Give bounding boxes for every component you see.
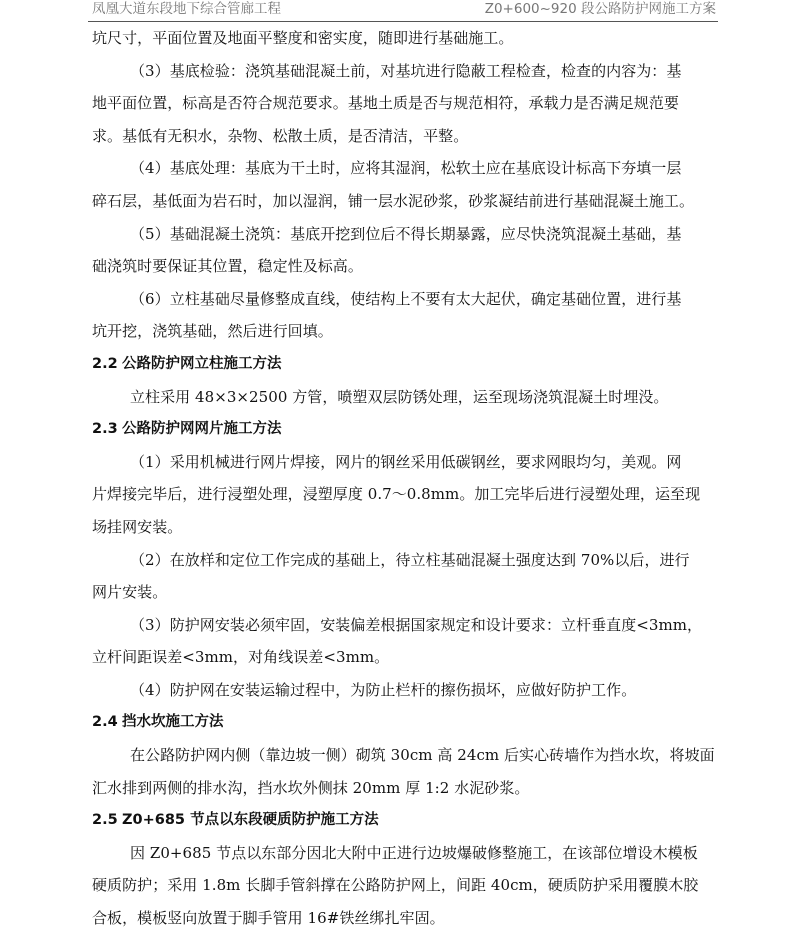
paragraph-line: 硬质防护；采用 1.8m 长脚手管斜撑在公路防护网上，间距 40cm，硬质防护采用覆膜木胶	[92, 876, 699, 895]
paragraph-line: （4）防护网在安装运输过程中，为防止栏杆的擦伤损坏，应做好防护工作。	[130, 680, 637, 699]
paragraph-line: 片焊接完毕后，进行浸塑处理，浸塑厚度 0.7～0.8mm。加工完毕后进行浸塑处理，运至现	[92, 485, 701, 504]
paragraph-line: （4）基底处理：基底为干土时，应将其湿润，松软土应在基底设计标高下夯填一层	[130, 159, 682, 178]
paragraph-line: 因 Z0+685 节点以东部分因北大附中正进行边坡爆破修整施工，在该部位增设木模板	[130, 843, 698, 862]
section-title: Z0+685 节点以东段硬质防护施工方法	[122, 812, 379, 829]
paragraph-line: 坑尺寸，平面位置及地面平整度和密实度，随即进行基础施工。	[92, 29, 514, 47]
paragraph-line: 地平面位置，标高是否符合规范要求。基地土质是否与规范相符，承载力是否满足规范要	[92, 94, 679, 113]
paragraph-line: 立杆间距误差<3mm，对角线误差<3mm。	[92, 648, 390, 667]
paragraph-line: （2）在放样和定位工作完成的基础上，待立柱基础混凝土强度达到 70%以后，进行	[130, 550, 690, 569]
section-number: 2.5	[92, 812, 118, 829]
section-number: 2.2	[92, 355, 118, 372]
paragraph-line: 础浇筑时要保证其位置，稳定性及标高。	[92, 257, 363, 276]
section-heading	[92, 348, 718, 381]
paragraph-line: 求。基低有无积水，杂物、松散土质，是否清洁，平整。	[92, 126, 469, 145]
section-title: 公路防护网网片施工方法	[122, 421, 282, 438]
section-number: 2.3	[92, 421, 118, 438]
paragraph-line: 场挂网安装。	[92, 517, 183, 536]
paragraph-line: （1）采用机械进行网片焊接，网片的钢丝采用低碳钢丝，要求网眼均匀，美观。网	[130, 452, 682, 471]
paragraph-line: （3）防护网安装必须牢固，安装偏差根据国家规定和设计要求：立杆垂直度<3mm，	[130, 615, 703, 634]
page-header	[88, 0, 718, 22]
paragraph-line: 坑开挖，浇筑基础，然后进行回填。	[92, 322, 333, 341]
section-heading	[92, 706, 718, 739]
header-project-title: 凤凰大道东段地下综合管廊工程	[92, 1, 281, 17]
paragraph-line: 网片安装。	[92, 583, 168, 602]
paragraph-line: 立柱采用 48×3×2500 方管，喷塑双层防锈处理，运至现场浇筑混凝土时埋没。	[130, 387, 669, 406]
paragraph-line: 合板，模板竖向放置于脚手管用 16#铁丝绑扎牢固。	[92, 909, 445, 928]
document-body	[92, 22, 718, 935]
section-number: 2.4	[92, 714, 118, 731]
section-heading	[92, 413, 718, 446]
header-document-title: Z0+600~920 段公路防护网施工方案	[484, 1, 716, 17]
section-heading	[92, 804, 718, 837]
paragraph-line: 碎石层，基低面为岩石时，加以湿润，铺一层水泥砂浆，砂浆凝结前进行基础混凝土施工。	[92, 191, 695, 210]
section-title: 挡水坎施工方法	[122, 714, 224, 731]
paragraph-line: （3）基底检验：浇筑基础混凝土前，对基坑进行隐蔽工程检查，检查的内容为：基	[130, 61, 682, 80]
paragraph-line: （5）基础混凝土浇筑：基底开挖到位后不得长期暴露，应尽快浇筑混凝土基础，基	[130, 224, 682, 243]
paragraph-line: 汇水排到两侧的排水沟，挡水坎外侧抹 20mm 厚 1:2 水泥砂浆。	[92, 778, 530, 797]
paragraph-line: （6）立柱基础尽量修整成直线，使结构上不要有太大起伏，确定基础位置，进行基	[130, 289, 682, 308]
paragraph-line: 在公路防护网内侧（靠边坡一侧）砌筑 30cm 高 24cm 后实心砖墙作为挡水坎，将坡面	[130, 746, 715, 765]
section-title: 公路防护网立柱施工方法	[122, 355, 282, 372]
